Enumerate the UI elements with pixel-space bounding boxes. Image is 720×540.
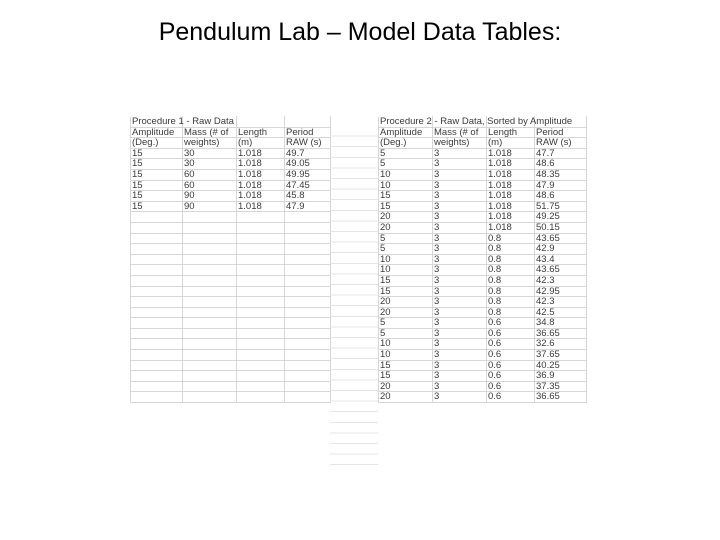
table-cell: 45.8 (285, 191, 331, 202)
empty-cell (183, 233, 237, 244)
table-cell: 15 (379, 201, 433, 212)
empty-cell (285, 212, 331, 223)
table-cell: 3 (433, 180, 487, 191)
column-header: Mass (# of (433, 127, 487, 138)
table-cell: 36.65 (535, 392, 587, 403)
table-cell: 1.018 (487, 201, 535, 212)
table-cell: 1.018 (487, 222, 535, 233)
table-header-row (379, 138, 587, 149)
empty-cell (183, 265, 237, 276)
table-cell: 0.8 (487, 275, 535, 286)
empty-cell (285, 286, 331, 297)
empty-cell (183, 275, 237, 286)
empty-cell (131, 254, 183, 265)
empty-cell (131, 275, 183, 286)
table-header-row (131, 127, 331, 138)
empty-row (131, 381, 331, 392)
column-header: weights) (183, 138, 237, 149)
table-cell: 1.018 (487, 191, 535, 202)
table-cell: 3 (433, 339, 487, 350)
empty-cell (285, 360, 331, 371)
empty-cell (183, 381, 237, 392)
table-row (379, 328, 587, 339)
table-row (379, 191, 587, 202)
empty-cell (285, 117, 331, 128)
table-row (131, 191, 331, 202)
empty-row (131, 286, 331, 297)
table-cell: 1.018 (237, 191, 285, 202)
empty-row (131, 265, 331, 276)
table-row (379, 307, 587, 318)
table-cell: 47.9 (535, 180, 587, 191)
table-cell: 0.6 (487, 392, 535, 403)
empty-cell (183, 307, 237, 318)
table-cell: 48.6 (535, 159, 587, 170)
empty-cell (237, 392, 285, 403)
slide-title: Pendulum Lab – Model Data Tables: (158, 18, 562, 46)
empty-cell (131, 381, 183, 392)
table-cell: 51.75 (535, 201, 587, 212)
table-cell: 5 (379, 318, 433, 329)
column-header: (m) (487, 138, 535, 149)
table-row (379, 244, 587, 255)
empty-row (131, 275, 331, 286)
table-title-row (131, 117, 331, 128)
table-cell: 15 (131, 191, 183, 202)
empty-cell (237, 254, 285, 265)
empty-cell (237, 360, 285, 371)
empty-cell (131, 233, 183, 244)
table-cell: 3 (433, 328, 487, 339)
table-row (379, 201, 587, 212)
table-cell: 49.7 (285, 148, 331, 159)
column-header: (Deg.) (379, 138, 433, 149)
table-row (379, 148, 587, 159)
table-cell: 3 (433, 201, 487, 212)
empty-row (131, 222, 331, 233)
column-header: Length (487, 127, 535, 138)
empty-cell (285, 307, 331, 318)
empty-cell (183, 360, 237, 371)
table-cell: 42.95 (535, 286, 587, 297)
table-cell: 0.8 (487, 233, 535, 244)
empty-cell (183, 212, 237, 223)
table-cell: 0.6 (487, 381, 535, 392)
table-cell: 15 (379, 286, 433, 297)
column-header: Period (285, 127, 331, 138)
table-cell: 10 (379, 254, 433, 265)
table-cell: 15 (379, 360, 433, 371)
empty-row (131, 339, 331, 350)
empty-row (131, 307, 331, 318)
empty-cell (237, 244, 285, 255)
column-header: (m) (237, 138, 285, 149)
empty-row (131, 392, 331, 403)
table-cell: 0.6 (487, 371, 535, 382)
table-cell: 10 (379, 265, 433, 276)
table-cell: 20 (379, 381, 433, 392)
table-cell: 32.6 (535, 339, 587, 350)
empty-cell (131, 297, 183, 308)
empty-cell (183, 392, 237, 403)
spreadsheet-image (130, 116, 586, 465)
empty-cell (237, 222, 285, 233)
table-cell: 15 (379, 371, 433, 382)
table-cell: 3 (433, 392, 487, 403)
empty-cell (285, 328, 331, 339)
table-row (379, 297, 587, 308)
table-cell: 3 (433, 275, 487, 286)
table-cell: 49.05 (285, 159, 331, 170)
table-cell: 10 (379, 339, 433, 350)
empty-cell (285, 318, 331, 329)
table-row (379, 318, 587, 329)
table-cell: 30 (183, 159, 237, 170)
table-cell: 0.8 (487, 265, 535, 276)
empty-cell (183, 244, 237, 255)
empty-cell (285, 244, 331, 255)
empty-cell (237, 339, 285, 350)
table-cell: 1.018 (237, 159, 285, 170)
table-cell: 10 (379, 350, 433, 361)
table-cell: 43.65 (535, 233, 587, 244)
empty-cell (237, 371, 285, 382)
table-cell: 20 (379, 392, 433, 403)
table-cell: 1.018 (237, 180, 285, 191)
empty-cell (183, 328, 237, 339)
table-caption: Procedure 1 - Raw Data (132, 116, 234, 127)
table-cell: 0.8 (487, 307, 535, 318)
column-header: Period (535, 127, 587, 138)
table-cell: 0.6 (487, 350, 535, 361)
column-header: Amplitude (131, 127, 183, 138)
empty-cell (285, 371, 331, 382)
table-cell: 3 (433, 191, 487, 202)
empty-cell (183, 254, 237, 265)
table-cell: 3 (433, 265, 487, 276)
column-header: weights) (433, 138, 487, 149)
table-cell: 50.15 (535, 222, 587, 233)
table-cell: 60 (183, 180, 237, 191)
table-cell: 15 (131, 159, 183, 170)
table-cell: 42.3 (535, 297, 587, 308)
empty-cell (237, 350, 285, 361)
empty-cell (237, 381, 285, 392)
table-cell: 34.8 (535, 318, 587, 329)
empty-row (131, 371, 331, 382)
table-cell: 48.35 (535, 169, 587, 180)
table-cell: 3 (433, 212, 487, 223)
column-header: Length (237, 127, 285, 138)
procedure-1-table (130, 116, 331, 403)
table-cell: 0.8 (487, 244, 535, 255)
table-row (379, 339, 587, 350)
table-cell: 0.8 (487, 297, 535, 308)
table-cell: 3 (433, 222, 487, 233)
empty-row (131, 244, 331, 255)
table-cell: 43.4 (535, 254, 587, 265)
table-cell: 0.6 (487, 318, 535, 329)
table-cell: 42.5 (535, 307, 587, 318)
empty-cell (131, 286, 183, 297)
empty-cell (237, 297, 285, 308)
empty-cell (131, 371, 183, 382)
table-cell: 15 (379, 191, 433, 202)
table-cell: 3 (433, 159, 487, 170)
table-cell: 3 (433, 350, 487, 361)
table-row (379, 180, 587, 191)
empty-cell (183, 297, 237, 308)
table-cell: 3 (433, 169, 487, 180)
table-cell: 5 (379, 233, 433, 244)
table-cell: 10 (379, 169, 433, 180)
table-cell: 1.018 (237, 201, 285, 212)
empty-row (131, 254, 331, 265)
table-row (379, 254, 587, 265)
table-row (379, 265, 587, 276)
table-cell: 47.9 (285, 201, 331, 212)
column-header: (Deg.) (131, 138, 183, 149)
empty-cell (237, 265, 285, 276)
table-row (379, 286, 587, 297)
table-cell: 37.35 (535, 381, 587, 392)
table-cell: 1.018 (487, 148, 535, 159)
table-cell: 48.6 (535, 191, 587, 202)
table-cell: 15 (131, 148, 183, 159)
table-row (131, 180, 331, 191)
table-cell: 15 (131, 201, 183, 212)
table-cell: 42.3 (535, 275, 587, 286)
empty-cell (183, 339, 237, 350)
empty-cell (237, 117, 285, 128)
table-cell: 37.65 (535, 350, 587, 361)
table-row (131, 148, 331, 159)
empty-cell (285, 265, 331, 276)
empty-cell (183, 286, 237, 297)
empty-cell (237, 286, 285, 297)
table-cell: 1.018 (237, 169, 285, 180)
table-cell: 0.6 (487, 360, 535, 371)
table-cell: 15 (379, 275, 433, 286)
table-cell: 3 (433, 297, 487, 308)
table-cell: 40.25 (535, 360, 587, 371)
table-row (131, 169, 331, 180)
empty-cell (131, 244, 183, 255)
empty-cell (285, 381, 331, 392)
empty-cell (285, 350, 331, 361)
column-header: RAW (s) (535, 138, 587, 149)
table-cell: 47.45 (285, 180, 331, 191)
table-cell: 3 (433, 371, 487, 382)
table-cell: 20 (379, 212, 433, 223)
table-row (131, 159, 331, 170)
table-cell: 3 (433, 148, 487, 159)
empty-row (131, 297, 331, 308)
table-cell: 15 (131, 180, 183, 191)
table-cell: 36.65 (535, 328, 587, 339)
table-row (379, 381, 587, 392)
table-row (379, 392, 587, 403)
empty-cell (183, 350, 237, 361)
table-row (379, 212, 587, 223)
table-row (379, 350, 587, 361)
empty-cell (131, 339, 183, 350)
table-caption: Procedure 2 - Raw Data, Sorted by Amplitude (380, 116, 573, 127)
table-header-row (131, 138, 331, 149)
empty-spreadsheet-column (330, 126, 378, 465)
table-cell: 10 (379, 180, 433, 191)
empty-cell (131, 392, 183, 403)
table-header-row (379, 127, 587, 138)
empty-row (131, 350, 331, 361)
empty-cell (285, 222, 331, 233)
empty-cell (237, 328, 285, 339)
table-cell: 3 (433, 244, 487, 255)
table-cell: 3 (433, 307, 487, 318)
table-cell: 0.8 (487, 254, 535, 265)
empty-cell (285, 254, 331, 265)
table-cell: 60 (183, 169, 237, 180)
table-cell: 90 (183, 201, 237, 212)
table-cell: 30 (183, 148, 237, 159)
table-cell: 20 (379, 297, 433, 308)
empty-row (131, 360, 331, 371)
empty-row (131, 318, 331, 329)
empty-row (131, 233, 331, 244)
table-cell: 42.9 (535, 244, 587, 255)
empty-cell (183, 371, 237, 382)
table-cell: 3 (433, 233, 487, 244)
empty-cell (285, 297, 331, 308)
table-cell: 3 (433, 286, 487, 297)
table-title-row (379, 117, 587, 128)
empty-cell (131, 265, 183, 276)
table-cell: 3 (433, 318, 487, 329)
table-cell: 3 (433, 254, 487, 265)
procedure-2-table (378, 116, 587, 403)
empty-cell (131, 212, 183, 223)
empty-cell (237, 212, 285, 223)
column-header: RAW (s) (285, 138, 331, 149)
empty-cell (237, 275, 285, 286)
empty-cell (131, 360, 183, 371)
empty-cell (131, 328, 183, 339)
table-row (379, 275, 587, 286)
table-row (379, 169, 587, 180)
table-cell: 49.25 (535, 212, 587, 223)
empty-cell (131, 318, 183, 329)
empty-cell (285, 392, 331, 403)
table-cell: 0.8 (487, 286, 535, 297)
table-cell: 43.65 (535, 265, 587, 276)
empty-cell (183, 222, 237, 233)
table-row (379, 159, 587, 170)
empty-cell (285, 339, 331, 350)
table-cell: 90 (183, 191, 237, 202)
empty-row (131, 212, 331, 223)
table-cell: 1.018 (487, 180, 535, 191)
column-header: Amplitude (379, 127, 433, 138)
table-cell: 1.018 (237, 148, 285, 159)
table-cell: 5 (379, 159, 433, 170)
table-cell: 47.7 (535, 148, 587, 159)
table-row (379, 371, 587, 382)
empty-cell (131, 222, 183, 233)
empty-cell (131, 350, 183, 361)
column-header: Mass (# of (183, 127, 237, 138)
table-cell: 20 (379, 222, 433, 233)
table-row (131, 201, 331, 212)
table-row (379, 360, 587, 371)
table-cell: 49.95 (285, 169, 331, 180)
table-cell: 3 (433, 360, 487, 371)
table-cell: 20 (379, 307, 433, 318)
table-cell: 1.018 (487, 169, 535, 180)
table-cell: 5 (379, 328, 433, 339)
table-cell: 0.6 (487, 339, 535, 350)
table-cell: 3 (433, 381, 487, 392)
table-row (379, 233, 587, 244)
table-cell: 5 (379, 148, 433, 159)
table-cell: 36.9 (535, 371, 587, 382)
empty-cell (285, 233, 331, 244)
table-row (379, 222, 587, 233)
table-cell: 1.018 (487, 159, 535, 170)
empty-cell (285, 275, 331, 286)
table-cell: 15 (131, 169, 183, 180)
table-cell: 0.6 (487, 328, 535, 339)
empty-cell (131, 307, 183, 318)
table-cell: 1.018 (487, 212, 535, 223)
empty-cell (237, 318, 285, 329)
table-cell: 5 (379, 244, 433, 255)
empty-row (131, 328, 331, 339)
empty-cell (183, 318, 237, 329)
empty-cell (237, 233, 285, 244)
empty-cell (237, 307, 285, 318)
